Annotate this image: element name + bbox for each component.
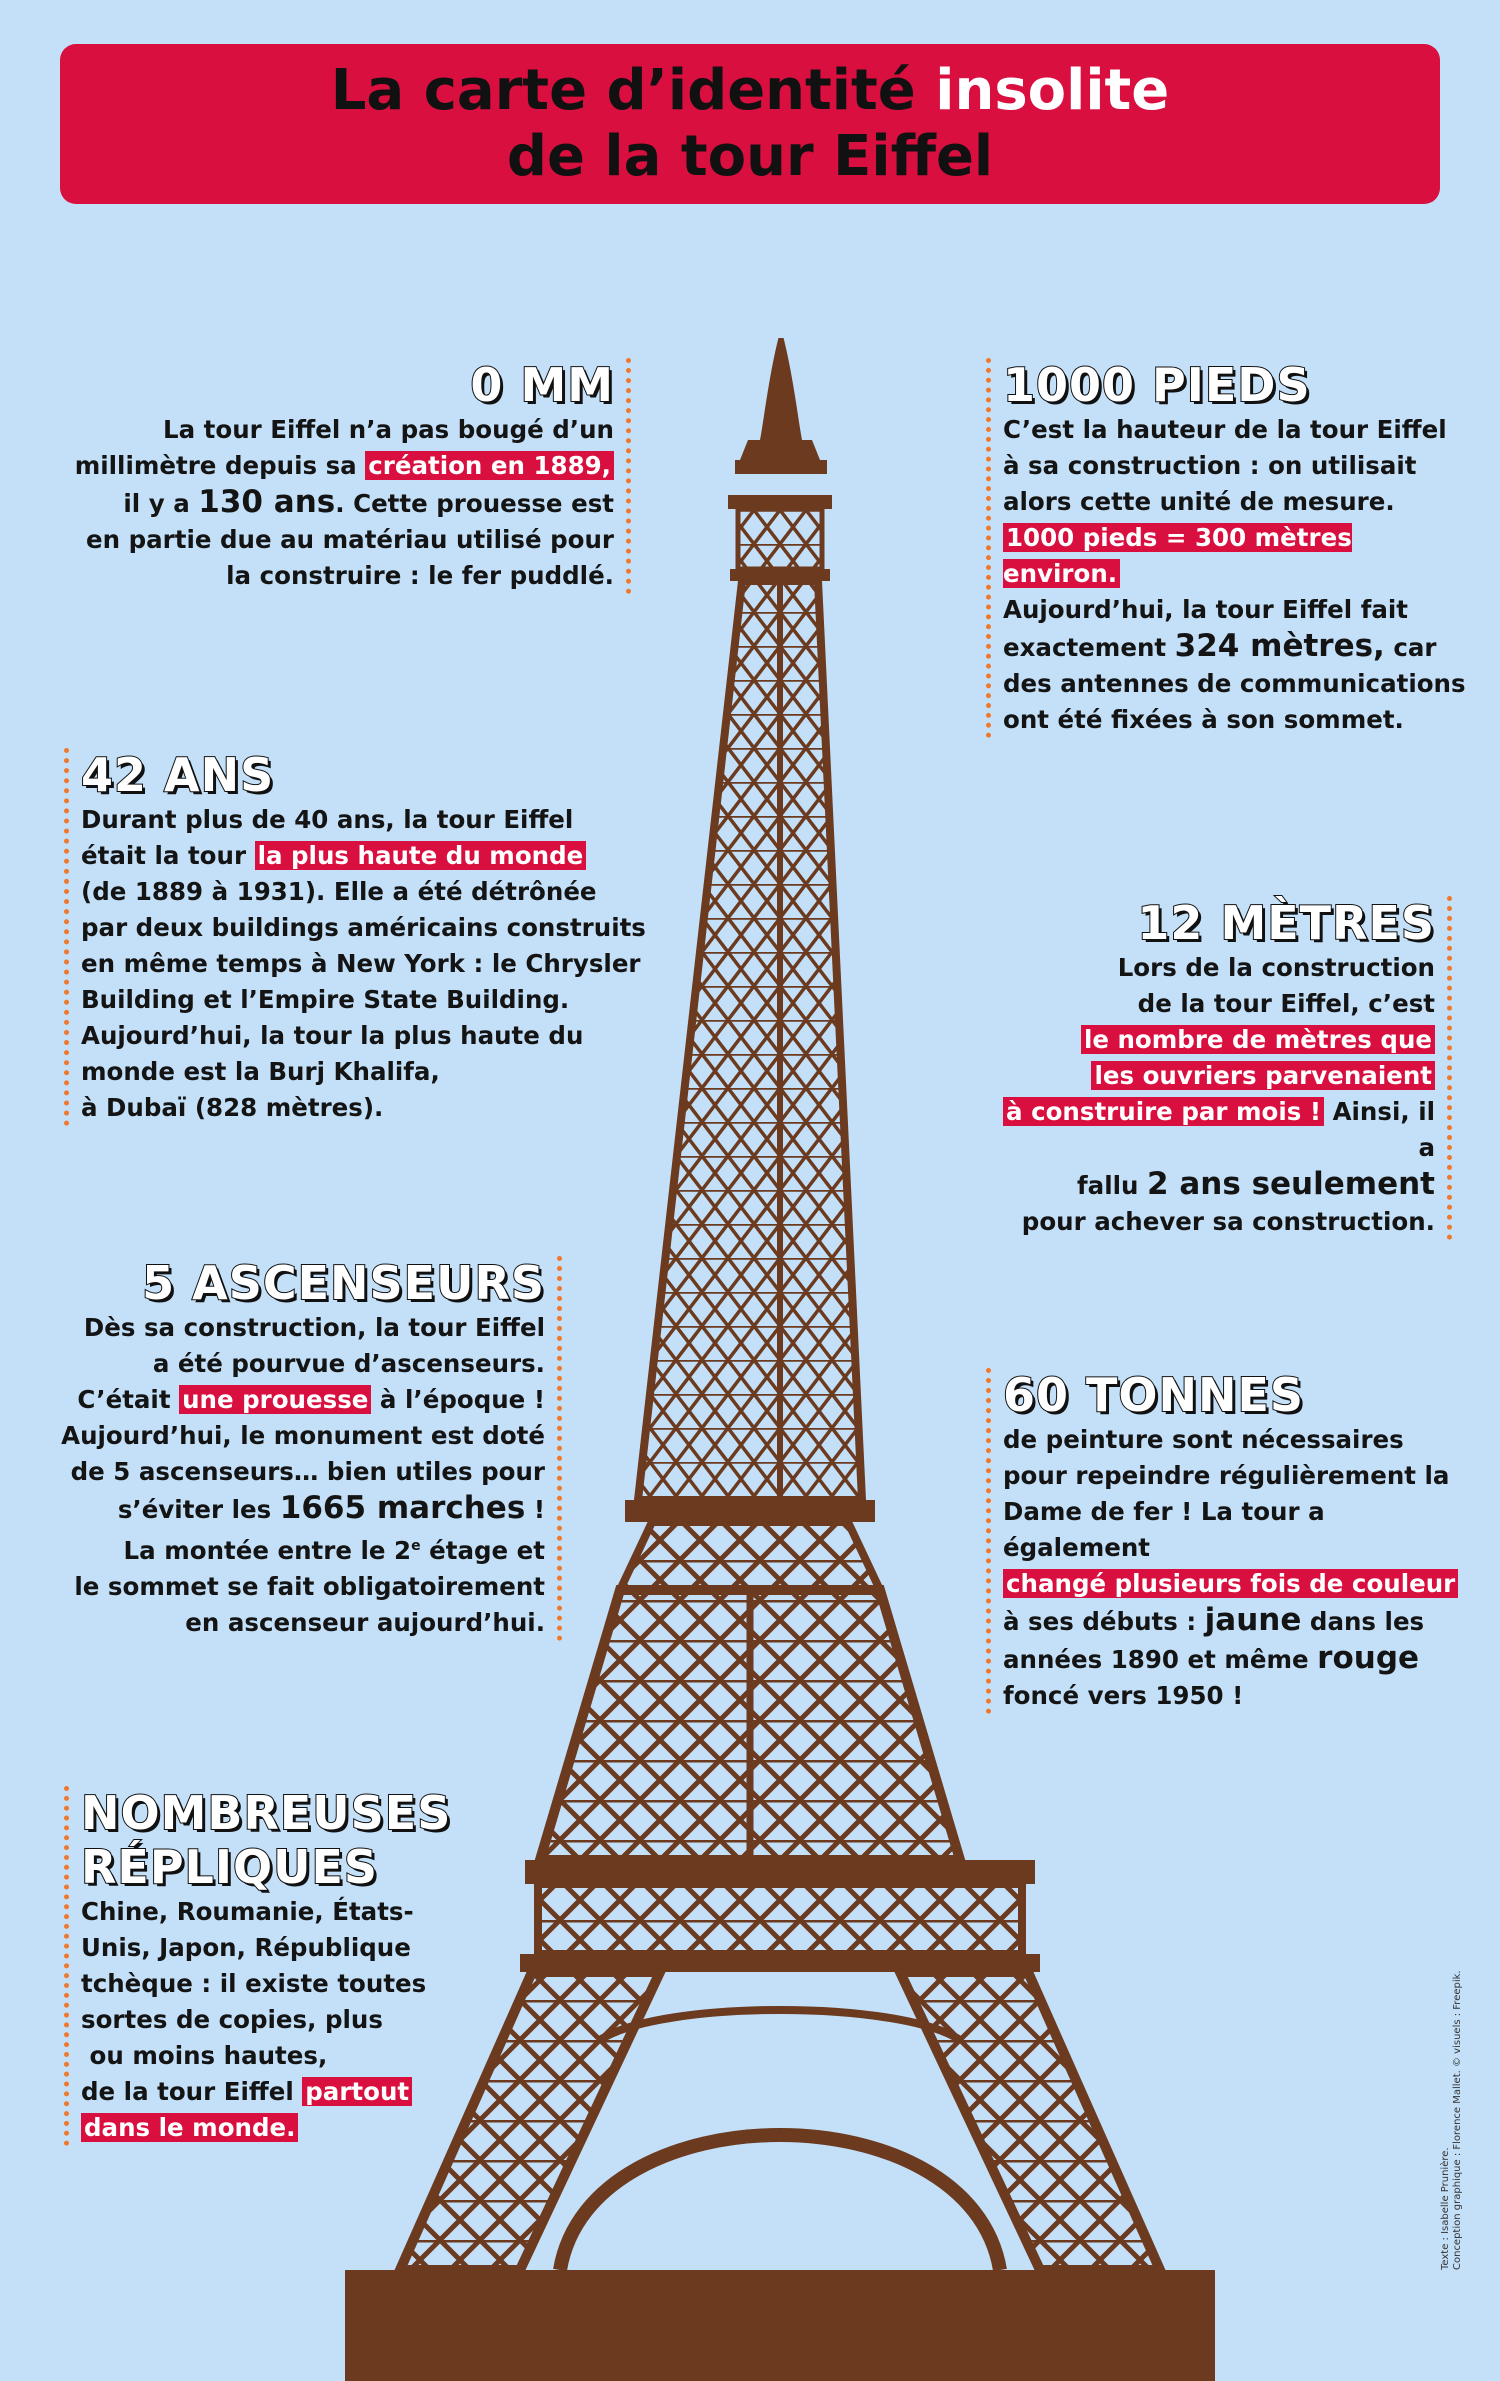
fact-5-ascenseurs-title: 5 ASCENSEURS bbox=[142, 1256, 545, 1310]
fact-60-tonnes-line: foncé vers 1950 ! bbox=[1003, 1681, 1244, 1710]
fact-5-ascenseurs-line: en ascenseur aujourd’hui. bbox=[185, 1608, 545, 1638]
fact-60-tonnes-line bbox=[1003, 1566, 1473, 1602]
fact-60-tonnes-line-part: dans les bbox=[1301, 1607, 1425, 1636]
fact-1000-pieds-emphasis: 324 mètres, bbox=[1174, 628, 1385, 664]
fact-5-ascenseurs-superscript: e bbox=[411, 1538, 421, 1554]
fact-12-metres-line bbox=[995, 1166, 1435, 1204]
fact-0mm-line-part: millimètre depuis sa bbox=[74, 451, 366, 480]
fact-60-tonnes bbox=[986, 1368, 1473, 1714]
fact-42-ans bbox=[64, 748, 681, 1126]
fact-42-ans-title: 42 ANS bbox=[81, 748, 275, 802]
fact-42-ans-line: (de 1889 à 1931). Elle a été détrônée bbox=[81, 877, 597, 906]
fact-42-ans-line: Building et l’Empire State Building. bbox=[81, 985, 570, 1014]
fact-5-ascenseurs bbox=[25, 1256, 562, 1641]
fact-5-ascenseurs-line-part: La montée entre le 2 bbox=[123, 1536, 412, 1566]
fact-1000-pieds-line: C’est la hauteur de la tour Eiffel bbox=[1003, 415, 1447, 444]
tower-spire bbox=[762, 340, 800, 440]
fact-42-ans-line: en même temps à New York : le Chrysler bbox=[81, 949, 641, 978]
fact-repliques-highlight: dans le monde. bbox=[81, 2113, 298, 2142]
fact-60-tonnes-line: de peinture sont nécessaires bbox=[1003, 1425, 1404, 1454]
fact-5-ascenseurs-emphasis: 1665 marches bbox=[279, 1490, 526, 1526]
fact-0mm bbox=[54, 358, 631, 594]
fact-repliques-line bbox=[81, 2110, 481, 2146]
fact-12-metres-line-part: fallu bbox=[1077, 1171, 1147, 1200]
fact-1000-pieds-text bbox=[1003, 412, 1473, 738]
fact-1000-pieds-line-part: car bbox=[1384, 633, 1437, 662]
fact-60-tonnes-emphasis: jaune bbox=[1204, 1602, 1302, 1638]
tower-right-leg bbox=[900, 1972, 1160, 2270]
fact-12-metres-line-part: Ainsi, il a bbox=[1324, 1097, 1435, 1162]
fact-5-ascenseurs-line: a été pourvue d’ascenseurs. bbox=[152, 1349, 545, 1378]
fact-5-ascenseurs-line-part: s’éviter les bbox=[117, 1495, 280, 1524]
title-banner bbox=[60, 44, 1440, 204]
fact-12-metres-text bbox=[995, 950, 1435, 1240]
fact-12-metres bbox=[995, 896, 1452, 1240]
fact-5-ascenseurs-text bbox=[25, 1310, 545, 1641]
fact-5-ascenseurs-line-part: à l’époque ! bbox=[371, 1385, 545, 1414]
fact-42-ans-line bbox=[81, 838, 681, 874]
fact-0mm-line: en partie due au matériau utilisé pour bbox=[86, 525, 614, 554]
fact-60-tonnes-line bbox=[1003, 1602, 1473, 1640]
fact-1000-pieds-line: ont été fixées à son sommet. bbox=[1003, 705, 1404, 734]
fact-42-ans-line: par deux buildings américains construits bbox=[81, 913, 646, 942]
fact-repliques-highlight: partout bbox=[302, 2077, 412, 2106]
fact-5-ascenseurs-line bbox=[25, 1528, 545, 1569]
fact-42-ans-highlight: la plus haute du monde bbox=[255, 841, 587, 870]
page-title-line1 bbox=[331, 58, 1170, 124]
fact-42-ans-text bbox=[81, 802, 681, 1126]
fact-0mm-text bbox=[54, 412, 614, 594]
fact-60-tonnes-line-part: à ses débuts : bbox=[1003, 1607, 1205, 1636]
fact-5-ascenseurs-line: le sommet se fait obligatoirement bbox=[74, 1572, 545, 1602]
fact-12-metres-line: de la tour Eiffel, c’est bbox=[1137, 989, 1435, 1018]
fact-repliques-line-part: de la tour Eiffel bbox=[81, 2077, 303, 2106]
fact-repliques-line: ou moins hautes, bbox=[81, 2041, 328, 2070]
fact-1000-pieds-line-part: exactement bbox=[1003, 633, 1175, 662]
fact-5-ascenseurs-highlight: une prouesse bbox=[179, 1385, 371, 1414]
fact-repliques-title-line1: NOMBREUSES bbox=[81, 1786, 452, 1840]
fact-12-metres-line bbox=[995, 1094, 1435, 1166]
fact-60-tonnes-line: pour repeindre régulièrement la bbox=[1003, 1461, 1450, 1490]
fact-1000-pieds bbox=[986, 358, 1473, 738]
fact-repliques-line: tchèque : il existe toutes bbox=[81, 1969, 427, 1998]
fact-0mm-line: la construire : le fer puddlé. bbox=[226, 561, 614, 590]
fact-12-metres-highlight: le nombre de mètres que bbox=[1081, 1025, 1435, 1054]
fact-repliques-text bbox=[81, 1894, 481, 2146]
fact-12-metres-line: pour achever sa construction. bbox=[1021, 1207, 1435, 1236]
fact-12-metres-line: Lors de la construction bbox=[1117, 953, 1435, 982]
fact-12-metres-line bbox=[995, 1058, 1435, 1094]
fact-42-ans-line-part: était la tour bbox=[81, 841, 255, 870]
credit-line: Texte : Isabelle Prunière. bbox=[1440, 2147, 1451, 2270]
fact-1000-pieds-highlight: 1000 pieds = 300 mètres environ. bbox=[1003, 523, 1352, 588]
fact-60-tonnes-line bbox=[1003, 1640, 1473, 1678]
fact-1000-pieds-line: Aujourd’hui, la tour Eiffel fait bbox=[1003, 595, 1409, 624]
fact-0mm-line bbox=[54, 484, 614, 522]
fact-12-metres-line bbox=[995, 1022, 1435, 1058]
fact-42-ans-line: Durant plus de 40 ans, la tour Eiffel bbox=[81, 805, 574, 834]
tower-base bbox=[345, 2270, 1215, 2381]
fact-60-tonnes-line-part: années 1890 et même bbox=[1003, 1645, 1318, 1674]
fact-repliques-line bbox=[81, 2074, 481, 2110]
credits bbox=[1440, 1970, 1464, 2270]
fact-60-tonnes-text bbox=[1003, 1422, 1473, 1714]
fact-1000-pieds-line: à sa construction : on utilisait bbox=[1003, 451, 1417, 480]
page-title-highlight: insolite bbox=[935, 58, 1170, 123]
fact-0mm-line-part: il y a bbox=[123, 489, 199, 518]
tower-arch bbox=[560, 2135, 1000, 2270]
fact-12-metres-title: 12 MÈTRES bbox=[1137, 896, 1435, 950]
fact-12-metres-highlight: les ouvriers parvenaient bbox=[1091, 1061, 1435, 1090]
fact-42-ans-line: monde est la Burj Khalifa, bbox=[81, 1057, 440, 1086]
fact-1000-pieds-title: 1000 PIEDS bbox=[1003, 358, 1311, 412]
page-title-text: La carte d’identité bbox=[330, 58, 936, 123]
fact-repliques-line: Chine, Roumanie, États- bbox=[81, 1897, 414, 1926]
fact-42-ans-line: à Dubaï (828 mètres). bbox=[81, 1093, 384, 1122]
fact-repliques-line: Unis, Japon, République bbox=[81, 1933, 411, 1962]
fact-12-metres-highlight: à construire par mois ! bbox=[1003, 1097, 1324, 1126]
fact-60-tonnes-title: 60 TONNES bbox=[1003, 1368, 1305, 1422]
page-title-line2: de la tour Eiffel bbox=[506, 124, 994, 189]
fact-1000-pieds-line bbox=[1003, 628, 1473, 666]
fact-5-ascenseurs-line: Aujourd’hui, le monument est doté bbox=[61, 1421, 545, 1450]
fact-1000-pieds-line: des antennes de communications bbox=[1003, 669, 1466, 698]
fact-repliques-title-line2: RÉPLIQUES bbox=[81, 1840, 378, 1894]
fact-42-ans-line: Aujourd’hui, la tour la plus haute du bbox=[81, 1021, 584, 1050]
fact-1000-pieds-line: alors cette unité de mesure. bbox=[1003, 487, 1395, 516]
fact-0mm-highlight: création en 1889, bbox=[365, 451, 614, 480]
credit-line: Conception graphique : Florence Mallet. © visuels : Freepik. bbox=[1452, 1970, 1463, 2270]
fact-repliques bbox=[64, 1786, 481, 2146]
fact-60-tonnes-emphasis: rouge bbox=[1317, 1640, 1420, 1676]
fact-5-ascenseurs-line: de 5 ascenseurs… bien utiles pour bbox=[70, 1457, 545, 1486]
fact-12-metres-emphasis: 2 ans seulement bbox=[1146, 1166, 1435, 1202]
fact-0mm-line: La tour Eiffel n’a pas bougé d’un bbox=[162, 415, 614, 444]
fact-0mm-emphasis: 130 ans bbox=[198, 484, 336, 520]
fact-5-ascenseurs-line bbox=[25, 1490, 545, 1528]
fact-5-ascenseurs-line bbox=[25, 1382, 545, 1418]
fact-1000-pieds-line bbox=[1003, 520, 1473, 592]
fact-5-ascenseurs-line-part: ! bbox=[525, 1495, 545, 1524]
fact-5-ascenseurs-line-part: C’était bbox=[77, 1385, 180, 1414]
fact-60-tonnes-line: Dame de fer ! La tour a également bbox=[1003, 1497, 1325, 1562]
fact-5-ascenseurs-line-part: étage et bbox=[420, 1536, 545, 1566]
fact-repliques-line: sortes de copies, plus bbox=[81, 2005, 383, 2034]
fact-0mm-title: 0 MM bbox=[470, 358, 614, 412]
fact-60-tonnes-highlight: changé plusieurs fois de couleur bbox=[1003, 1569, 1458, 1598]
fact-0mm-line bbox=[54, 448, 614, 484]
fact-5-ascenseurs-line: Dès sa construction, la tour Eiffel bbox=[83, 1313, 545, 1342]
fact-0mm-line-part: . Cette prouesse est bbox=[335, 489, 614, 518]
